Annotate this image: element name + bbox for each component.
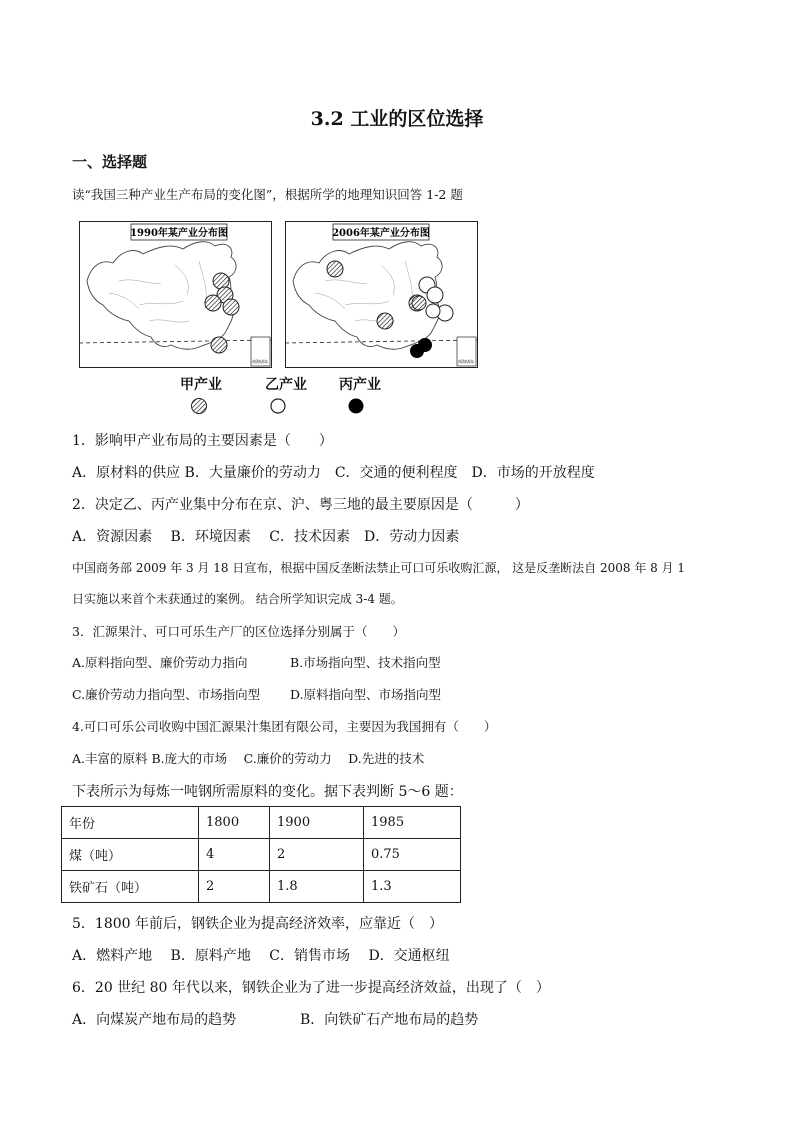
map-1990-inset-label: 南海诸岛 xyxy=(252,359,268,364)
map-1990-title: 1990年某产业分布图 xyxy=(130,228,228,239)
map-2006-jia-1 xyxy=(327,261,343,277)
q3-option-c: C.廉价劳动力指向型、市场指向型 xyxy=(72,687,261,702)
map-2006-jia-3 xyxy=(377,313,393,329)
table-row xyxy=(62,871,461,903)
table-cell: 0.75 xyxy=(364,839,461,871)
q3-option-d: D.原料指向型、市场指向型 xyxy=(290,687,442,702)
q3-option-b: B.市场指向型、技术指向型 xyxy=(290,655,441,670)
table-cell: 铁矿石（吨） xyxy=(62,871,199,903)
legend-yi-icon xyxy=(268,397,288,415)
map-1990-jia-3 xyxy=(205,295,221,311)
table-row xyxy=(62,839,461,871)
q4-stem: 4.可口可乐公司收购中国汇源果汁集团有限公司，主要因为我国拥有（ ） xyxy=(72,719,497,734)
q1-options: A．原材料的供应 B．大量廉价的劳动力 C．交通的便利程度 D．市场的开放程度 xyxy=(72,465,595,481)
q6-stem: 6．20 世纪 80 年代以来，钢铁企业为了进一步提高经济效益，出现了（ ） xyxy=(72,980,550,996)
table-cell: 煤（吨） xyxy=(62,839,199,871)
map-1990-jia-4 xyxy=(223,299,239,315)
map-1990 xyxy=(79,221,272,368)
legend-jia-icon xyxy=(189,397,209,415)
table-header-cell: 1985 xyxy=(364,807,461,839)
q6-option-b: B．向铁矿石产地布局的趋势 xyxy=(300,1012,479,1028)
q4-options: A.丰富的原料 B.庞大的市场 C.廉价的劳动力 D.先进的技术 xyxy=(72,751,425,766)
section-heading: 一、选择题 xyxy=(72,153,148,171)
table-cell: 2 xyxy=(270,839,364,871)
q3-stem: 3．汇源果汁、可口可乐生产厂的区位选择分别属于（ ） xyxy=(72,624,405,639)
map-2006-title: 2006年某产业分布图 xyxy=(332,228,430,239)
q5-options: A．燃料产地 B．原料产地 C．销售市场 D．交通枢纽 xyxy=(72,948,450,964)
page-title: 3.2 工业的区位选择 xyxy=(310,108,484,130)
map-2006-inset-label: 南海诸岛 xyxy=(458,359,474,364)
q2-options: A．资源因素 B．环境因素 C．技术因素 D．劳动力因素 xyxy=(72,529,460,545)
map-2006-yi-4 xyxy=(426,304,440,318)
passage-line-2: 日实施以来首个未获通过的案例。 结合所学知识完成 3-4 题。 xyxy=(72,592,403,606)
map-2006 xyxy=(285,221,478,368)
table-header-cell: 1800 xyxy=(199,807,270,839)
table-header-row xyxy=(62,807,461,839)
q3-option-a: A.原料指向型、廉价劳动力指向 xyxy=(72,655,248,670)
legend-bing-icon xyxy=(346,397,366,415)
table-header-cell: 年份 xyxy=(62,807,199,839)
map-1990-jia-5 xyxy=(211,337,227,353)
legend-jia-label: 甲产业 xyxy=(180,377,222,393)
table-cell: 2 xyxy=(199,871,270,903)
q2-stem: 2．决定乙、丙产业集中分布在京、沪、粤三地的最主要原因是（ ） xyxy=(72,497,529,513)
steel-table xyxy=(61,806,461,903)
map-1990-jia-1 xyxy=(213,273,229,289)
table-intro: 下表所示为每炼一吨钢所需原料的变化。据下表判断 5～6 题： xyxy=(72,784,463,800)
map-2006-yi-2 xyxy=(427,287,443,303)
table-cell: 1.8 xyxy=(270,871,364,903)
legend-bing-label: 丙产业 xyxy=(339,377,381,393)
table-cell: 1.3 xyxy=(364,871,461,903)
map-2006-jia-4 xyxy=(412,296,426,310)
passage-line-1: 中国商务部 2009 年 3 月 18 日宣布，根据中国反垄断法禁止可口可乐收购汇源， 这是反垄断法自 2008 年 8 月 1 xyxy=(72,561,686,575)
table-cell: 4 xyxy=(199,839,270,871)
legend-yi-label: 乙产业 xyxy=(265,377,307,393)
intro-text: 读“我国三种产业生产布局的变化图”，根据所学的地理知识回答 1-2 题 xyxy=(72,187,463,202)
table-header-cell: 1900 xyxy=(270,807,364,839)
map-2006-bing-2 xyxy=(410,344,424,358)
q6-option-a: A．向煤炭产地布局的趋势 xyxy=(72,1012,237,1028)
q5-stem: 5．1800 年前后，钢铁企业为提高经济效率，应靠近（ ） xyxy=(72,916,443,932)
q1-stem: 1．影响甲产业布局的主要因素是（ ） xyxy=(72,433,333,449)
